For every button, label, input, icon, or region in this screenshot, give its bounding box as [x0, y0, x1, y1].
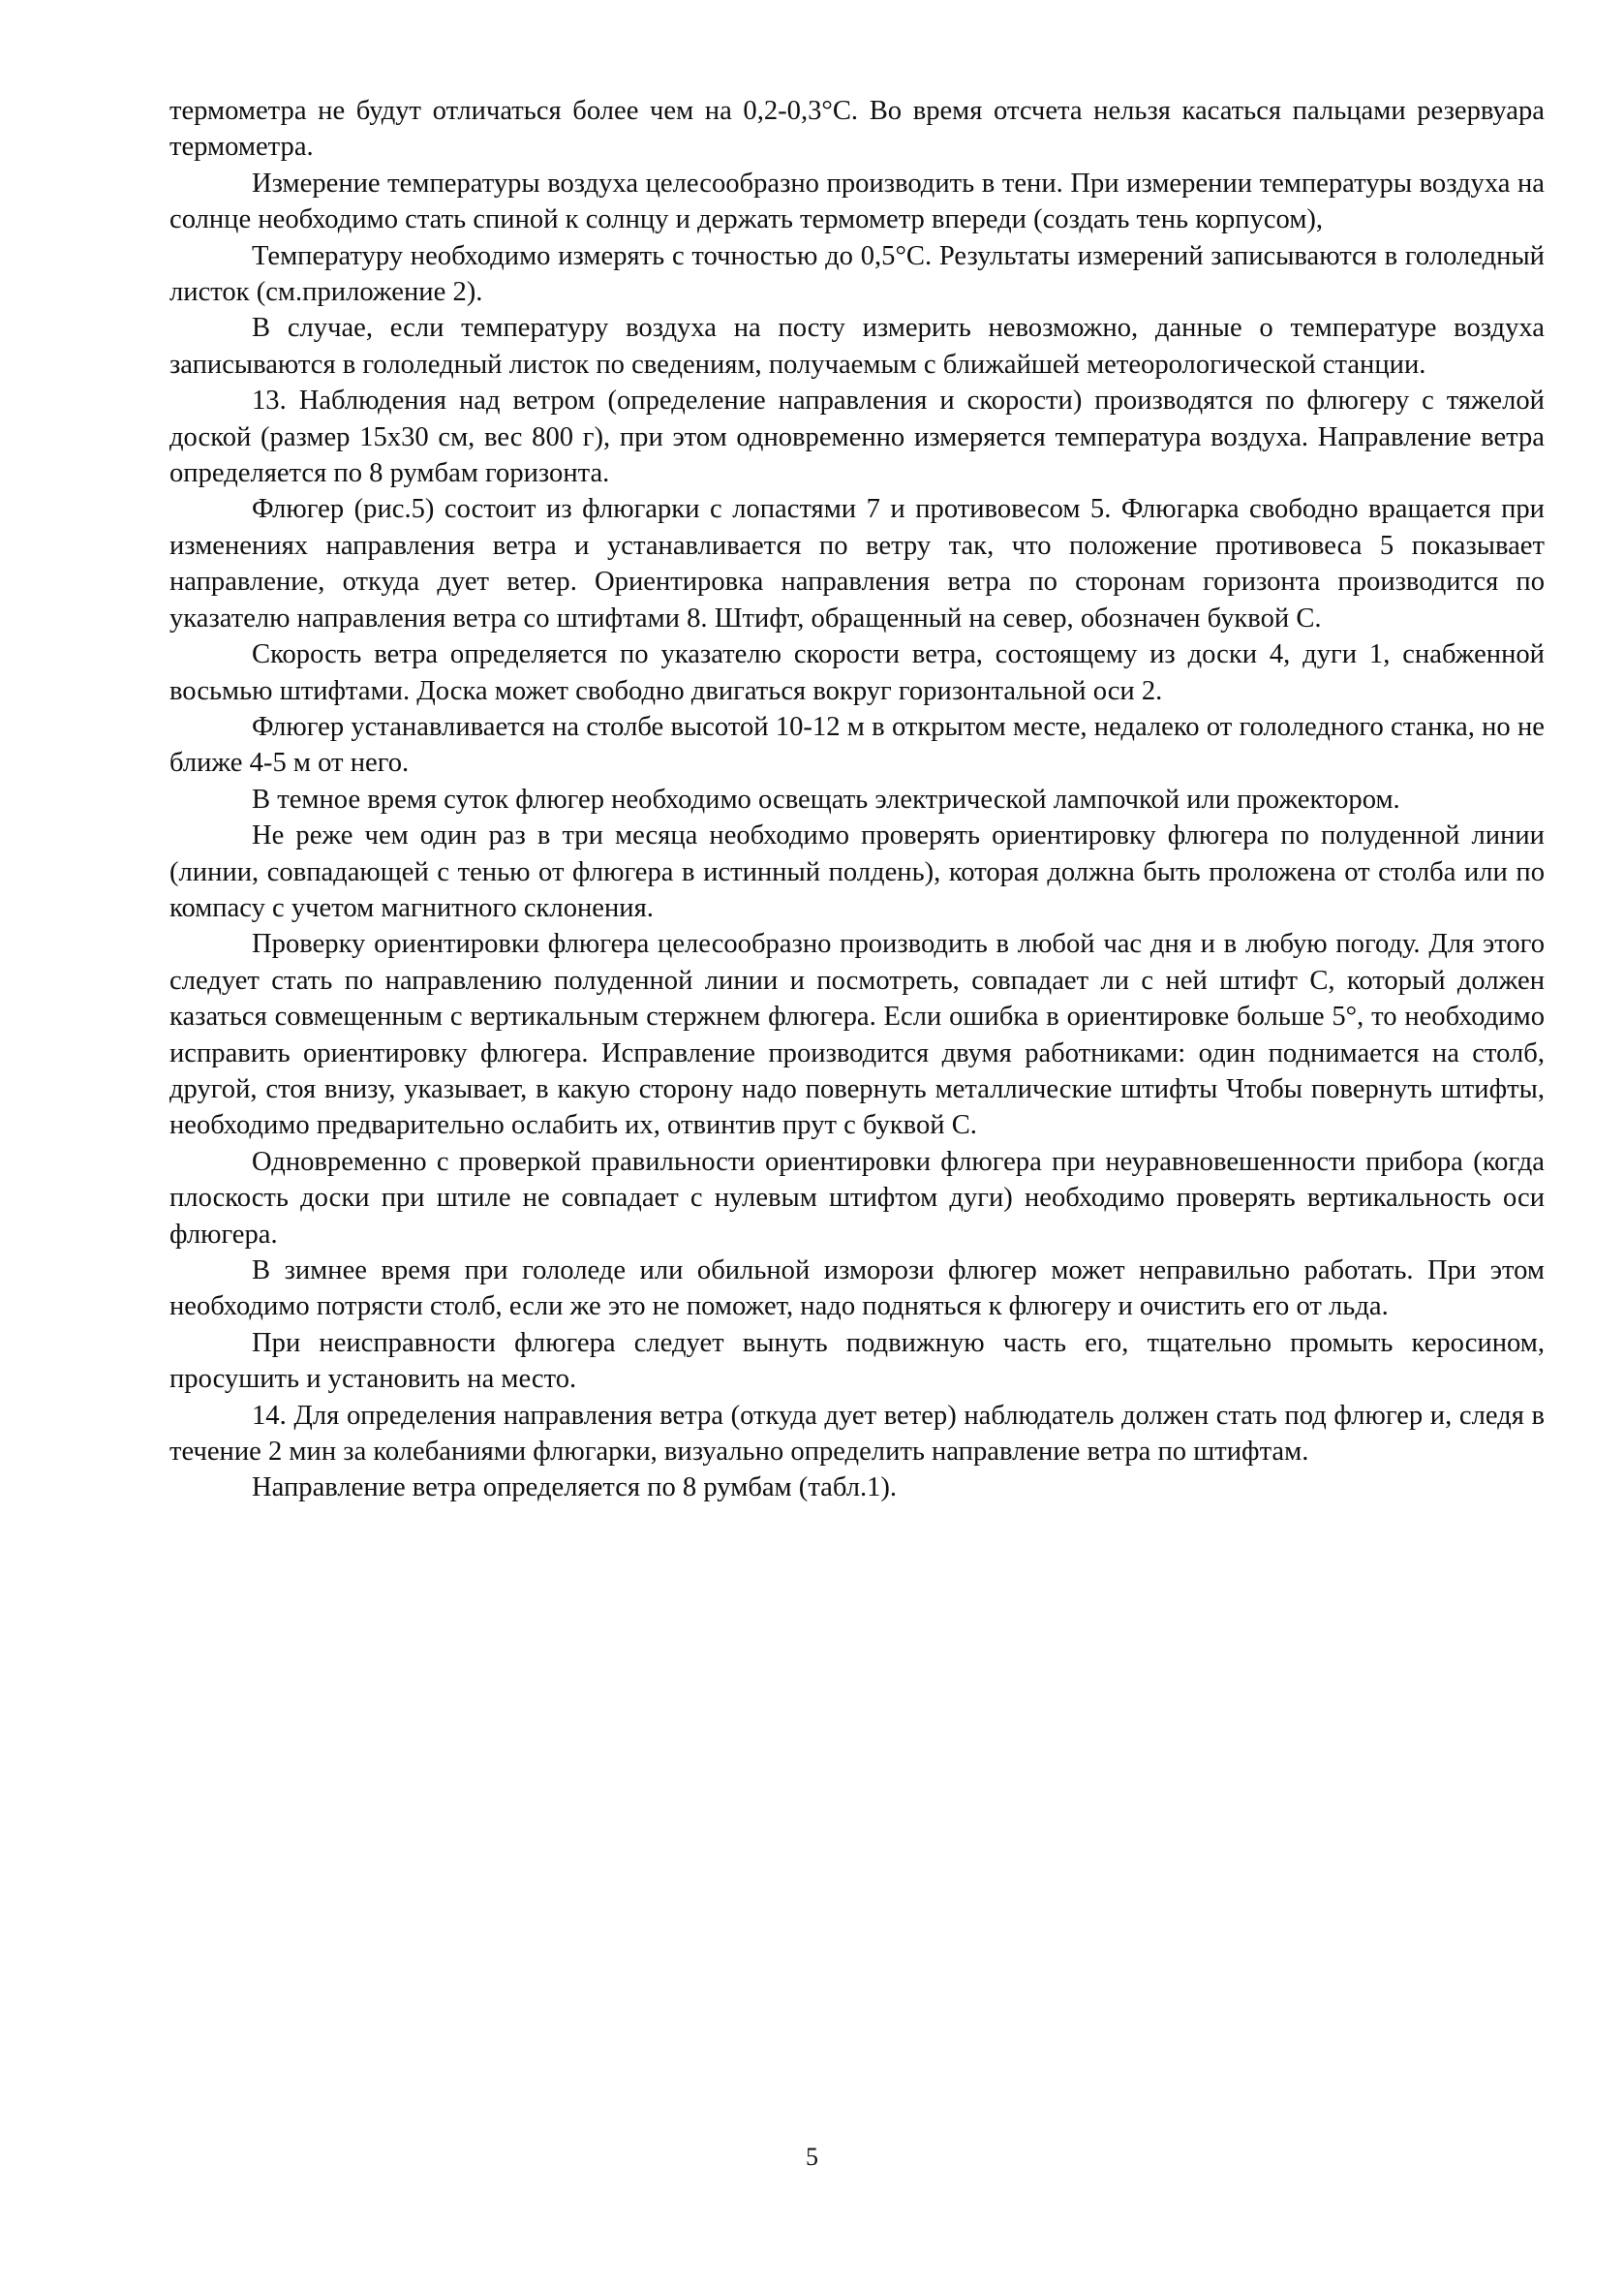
document-page — [169, 93, 1545, 1506]
paragraph-2: Измерение температуры воздуха целесообразно производить в тени. При измерении температуры воздуха на солнце необходимо стать спиной к солнцу и держать термометр впереди (создать тень корпусом), — [169, 168, 1545, 235]
paragraph-1: термометра не будут отличаться более чем на 0,2-0,3°С. Во время отсчета нельзя касаться пальцами резервуара термометра. — [169, 96, 1545, 163]
paragraph-14: При неисправности флюгера следует вынуть подвижную часть его, тщательно промыть керосином, просушить и установить на место. — [169, 1327, 1545, 1395]
paragraph-10: Не реже чем один раз в три месяца необходимо проверять ориентировку флюгера по полуденной линии (линии, совпадающей с тенью от флюгера в истинный полдень), которая должна быть проложена от столба или по компасу с учетом магнитного склонения. — [169, 820, 1545, 923]
paragraph-16: Направление ветра определяется по 8 румбам (табл.1). — [252, 1472, 898, 1503]
paragraph-4: В случае, если температуру воздуха на посту измерить невозможно, данные о температуре воздуха записываются в гололедный листок по сведениям, получаемым с ближайшей метеорологической станции. — [169, 313, 1545, 380]
paragraph-11: Проверку ориентировки флюгера целесообразно производить в любой час дня и в любую погоду. Для этого следует стать по направлению полуденной линии и посмотреть, совпадает ли с ней штифт С, который должен казаться совмещенным с вертикальным стержнем флюгера. Если ошибка в ориентировке больше 5°, то необходимо исправить ориентировку флюгера. Исправление производится двумя работниками: один поднимается на столб, другой, стоя внизу, указывает, в какую сторону надо повернуть металлические штифты Чтобы повернуть штифты, необходимо предварительно ослабить их, отвинтив прут с буквой С. — [169, 929, 1545, 1141]
paragraph-12: Одновременно с проверкой правильности ориентировки флюгера при неуравновешенности прибора (когда плоскость доски при штиле не совпадает с нулевым штифтом дуги) необходимо проверять вертикальность оси флюгера. — [169, 1146, 1545, 1250]
paragraph-3: Температуру необходимо измерять с точностью до 0,5°С. Результаты измерений записываются в гололедный листок (см.приложение 2). — [169, 240, 1545, 308]
paragraph-15: 14. Для определения направления ветра (откуда дует ветер) наблюдатель должен стать под флюгер и, следя в течение 2 мин за колебаниями флюгарки, визуально определить направление ветра по штифтам. — [169, 1400, 1545, 1468]
paragraph-13: В зимнее время при гололеде или обильной изморози флюгер может неправильно работать. При этом необходимо потрясти столб, если же это не поможет, надо подняться к флюгеру и очистить его от льда. — [169, 1255, 1545, 1322]
page-number: 5 — [806, 2143, 818, 2171]
paragraph-6: Флюгер (рис.5) состоит из флюгарки с лопастями 7 и противовесом 5. Флюгарка свободно вращается при изменениях направления ветра и устанавливается по ветру так, что положение противовеса 5 показывает направление, откуда дует ветер. Ориентировка направления ветра по сторонам горизонта производится по указателю направления ветра со штифтами 8. Штифт, обращенный на север, обозначен буквой С. — [169, 494, 1545, 634]
paragraph-5: 13. Наблюдения над ветром (определение направления и скорости) производятся по флюгеру с тяжелой доской (размер 15x30 см, вес 800 г), при этом одновременно измеряется температура воздуха. Направление ветра определяется по 8 румбам горизонта. — [169, 386, 1545, 489]
paragraph-9: В темное время суток флюгер необходимо освещать электрической лампочкой или прожектором. — [252, 784, 1400, 815]
paragraph-7: Скорость ветра определяется по указателю скорости ветра, состоящему из доски 4, дуги 1, снабженной восьмью штифтами. Доска может свободно двигаться вокруг горизонтальной оси 2. — [169, 639, 1545, 706]
paragraph-8: Флюгер устанавливается на столбе высотой 10-12 м в открытом месте, недалеко от гололедного станка, но не ближе 4-5 м от него. — [169, 711, 1545, 779]
